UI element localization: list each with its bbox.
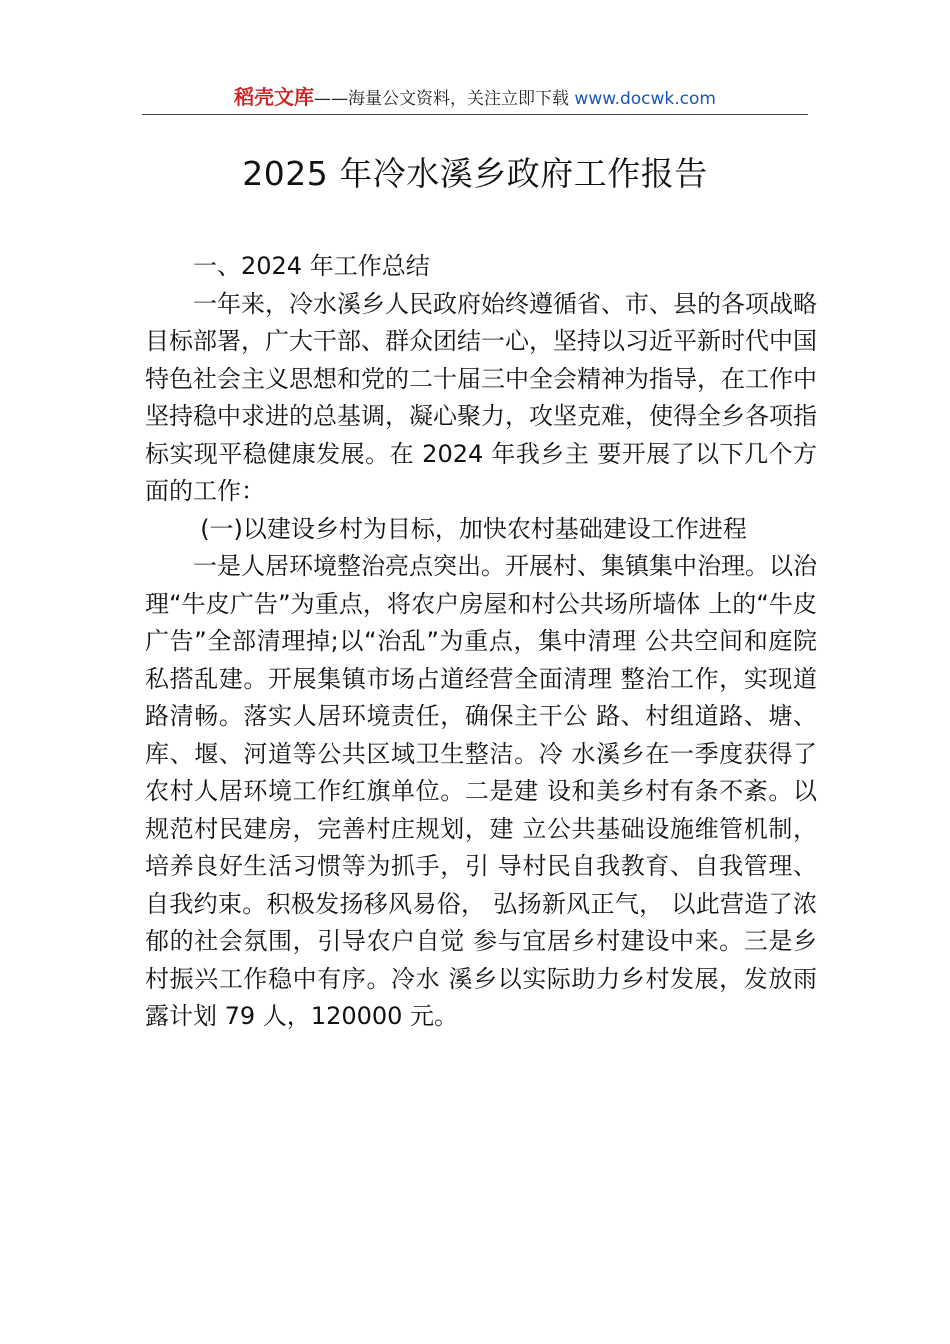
intro-paragraph: 一年来，冷水溪乡人民政府始终遵循省、市、县的各项战略目标部署，广大干部、群众团结一心，坚持以习近平新时代中国特色社会主义思想和党的二十届三中全会精神为指导，在工作中坚持稳中求进的总基调，凝心聚力，攻坚克难，使得全乡各项指标实现平稳健康发展。在 2024 年我乡主 要开展了以下几个方面的工作： — [145, 289, 817, 505]
header-url-link[interactable]: www.docwk.com — [574, 89, 716, 109]
subsection-heading: (一)以建设乡村为目标，加快农村基础建设工作进程 — [200, 514, 747, 543]
header-divider — [142, 114, 808, 115]
document-title: 2025 年冷水溪乡政府工作报告 — [242, 154, 708, 193]
page-header — [142, 84, 808, 114]
brand-name: 稻壳文库 — [234, 85, 315, 109]
body-paragraph: 一是人居环境整治亮点突出。开展村、集镇集中治理。以治理“牛皮广告”为重点，将农户房屋和村公共场所墙体 上的“牛皮广告”全部清理掉;以“治乱”为重点，集中清理 公共空间和庭院私搭乱建。开展集镇市场占道经营全面清理 整治工作，实现道路清畅。落实人居环境责任，确保主干公 路、村组道路、塘、库、堰、河道等公共区域卫生整洁。冷 水溪乡在一季度获得了农村人居环境工作红旗单位。二是建 设和美乡村有条不紊。以规范村民建房，完善村庄规划，建 立公共基础设施维管机制，培养良好生活习惯等为抓手，引 导村民自我教育、自我管理、自我约束。积极发扬移风易俗， 弘扬新风正气， 以此营造了浓郁的社会氛围，引导农户自觉 参与宜居乡村建设中来。三是乡村振兴工作稳中有序。冷水 溪乡以实际助力乡村发展，发放雨露计划 79 人，120000 元。 — [145, 552, 817, 1030]
section-heading: 一、2024 年工作总结 — [193, 252, 430, 280]
document-body — [145, 248, 817, 1036]
header-tagline: ——海量公文资料，关注立即下载 — [314, 89, 570, 109]
